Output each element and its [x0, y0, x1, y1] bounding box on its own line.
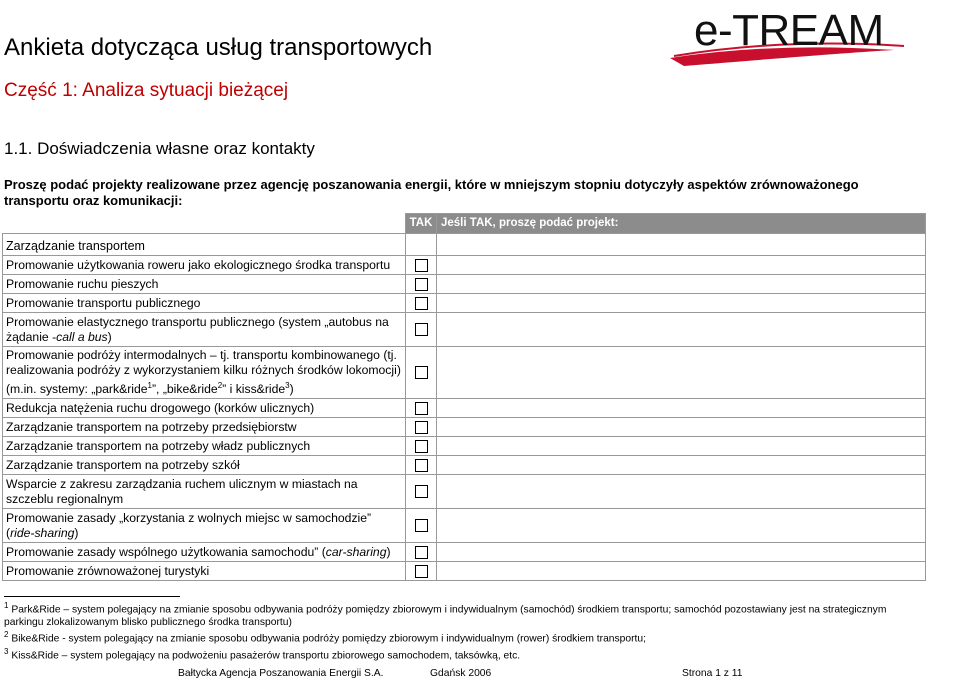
row-label: Zarządzanie transportem na potrzeby władz publicznych	[3, 437, 406, 456]
section-title: 1.1. Doświadczenia własne oraz kontakty	[4, 139, 315, 158]
yes-checkbox[interactable]	[415, 297, 428, 310]
yes-checkbox[interactable]	[415, 421, 428, 434]
header-yes: TAK	[406, 214, 437, 234]
table-row	[3, 313, 926, 347]
footer-org: Bałtycka Agencja Poszanowania Energii S.A.	[178, 668, 384, 679]
group-row	[3, 234, 926, 256]
table-row	[3, 399, 926, 418]
table-row	[3, 562, 926, 581]
details-field[interactable]	[437, 294, 926, 313]
yes-checkbox[interactable]	[415, 259, 428, 272]
footer-place-date: Gdańsk 2006	[430, 668, 492, 679]
footnote-divider	[4, 596, 180, 597]
logo	[664, 0, 960, 76]
table-row	[3, 418, 926, 437]
header-blank-cell	[3, 214, 406, 234]
part-heading: Część 1: Analiza sytuacji bieżącej	[4, 80, 289, 101]
intro-text: Proszę podać projekty realizowane przez agencję poszanowania energii, które w mniejszym stopniu dotyczyły aspektów zrównoważonego transportu oraz komunikacji:	[4, 177, 859, 208]
footnotes	[4, 600, 924, 663]
row-label: Promowanie podróży intermodalnych – tj. transportu kombinowanego (tj. realizowania podróży z wykorzystaniem kilku różnych środków lokomocji) (m.in. systemy: „park&ride$^1$”, „bike&ride$^2$” i kiss&ride$^3$)	[3, 347, 406, 399]
yes-checkbox[interactable]	[415, 565, 428, 578]
group-yes-cell	[406, 234, 437, 256]
yes-checkbox[interactable]	[415, 440, 428, 453]
row-label: Promowanie ruchu pieszych	[3, 275, 406, 294]
row-label: Promowanie zrównoważonej turystyki	[3, 562, 406, 581]
table-row	[3, 475, 926, 509]
row-label: Zarządzanie transportem na potrzeby przedsiębiorstw	[3, 418, 406, 437]
footnote: $^2$ Bike&Ride - system polegający na zmianie sposobu odbywania podróży pomiędzy zbiorowym i indywidualnym (rower) środkiem transportu;	[4, 630, 647, 645]
row-label: Redukcja natężenia ruchu drogowego (korków ulicznych)	[3, 399, 406, 418]
details-field[interactable]	[437, 562, 926, 581]
details-field[interactable]	[437, 399, 926, 418]
details-field[interactable]	[437, 509, 926, 543]
group-details-cell	[437, 234, 926, 256]
details-field[interactable]	[437, 347, 926, 399]
table-row	[3, 294, 926, 313]
footnote: $^3$ Kiss&Ride – system polegający na podwożeniu pasażerów transportu zbiorowego samochodem, taksówką, etc.	[4, 647, 521, 662]
header-details: Jeśli TAK, proszę podać projekt:	[437, 214, 926, 234]
table-row	[3, 437, 926, 456]
yes-checkbox[interactable]	[415, 366, 428, 379]
footer-page-number: Strona 1 z 11	[682, 668, 743, 679]
footnote: $^1$ Park&Ride – system polegający na zmianie sposobu odbywania podróży pomiędzy zbiorowym i indywidualnym (samochód) środkiem transportu; samochód pozostawiany jest na strategicznym parkingu zlokalizowanym blisko publicznego środka transportu)	[4, 601, 887, 628]
table-row	[3, 509, 926, 543]
yes-checkbox[interactable]	[415, 323, 428, 336]
survey-table	[2, 213, 926, 581]
yes-checkbox[interactable]	[415, 485, 428, 498]
row-label: Promowanie elastycznego transportu publicznego (system „autobus na żądanie -call a bus)	[3, 313, 406, 347]
yes-checkbox[interactable]	[415, 459, 428, 472]
yes-checkbox[interactable]	[415, 519, 428, 532]
details-field[interactable]	[437, 275, 926, 294]
page-title: Ankieta dotycząca usług transportowych	[4, 34, 433, 61]
table-row	[3, 347, 926, 399]
table-row	[3, 275, 926, 294]
row-label: Promowanie użytkowania roweru jako ekologicznego środka transportu	[3, 256, 406, 275]
table-row	[3, 543, 926, 562]
yes-checkbox[interactable]	[415, 278, 428, 291]
details-field[interactable]	[437, 256, 926, 275]
yes-checkbox[interactable]	[415, 402, 428, 415]
row-label: Wsparcie z zakresu zarządzania ruchem ulicznym w miastach na szczeblu regionalnym	[3, 475, 406, 509]
row-label: Promowanie zasady wspólnego użytkowania samochodu” (car-sharing)	[3, 543, 406, 562]
table-row	[3, 456, 926, 475]
yes-checkbox[interactable]	[415, 546, 428, 559]
logo-text: e-TREAM	[694, 6, 884, 55]
row-label: Promowanie transportu publicznego	[3, 294, 406, 313]
details-field[interactable]	[437, 543, 926, 562]
details-field[interactable]	[437, 437, 926, 456]
table-header-row	[3, 214, 926, 234]
group-label: Zarządzanie transportem	[3, 234, 406, 256]
table-row	[3, 256, 926, 275]
details-field[interactable]	[437, 418, 926, 437]
details-field[interactable]	[437, 456, 926, 475]
details-field[interactable]	[437, 313, 926, 347]
row-label: Promowanie zasady „korzystania z wolnych miejsc w samochodzie” (ride-sharing)	[3, 509, 406, 543]
row-label: Zarządzanie transportem na potrzeby szkół	[3, 456, 406, 475]
details-field[interactable]	[437, 475, 926, 509]
